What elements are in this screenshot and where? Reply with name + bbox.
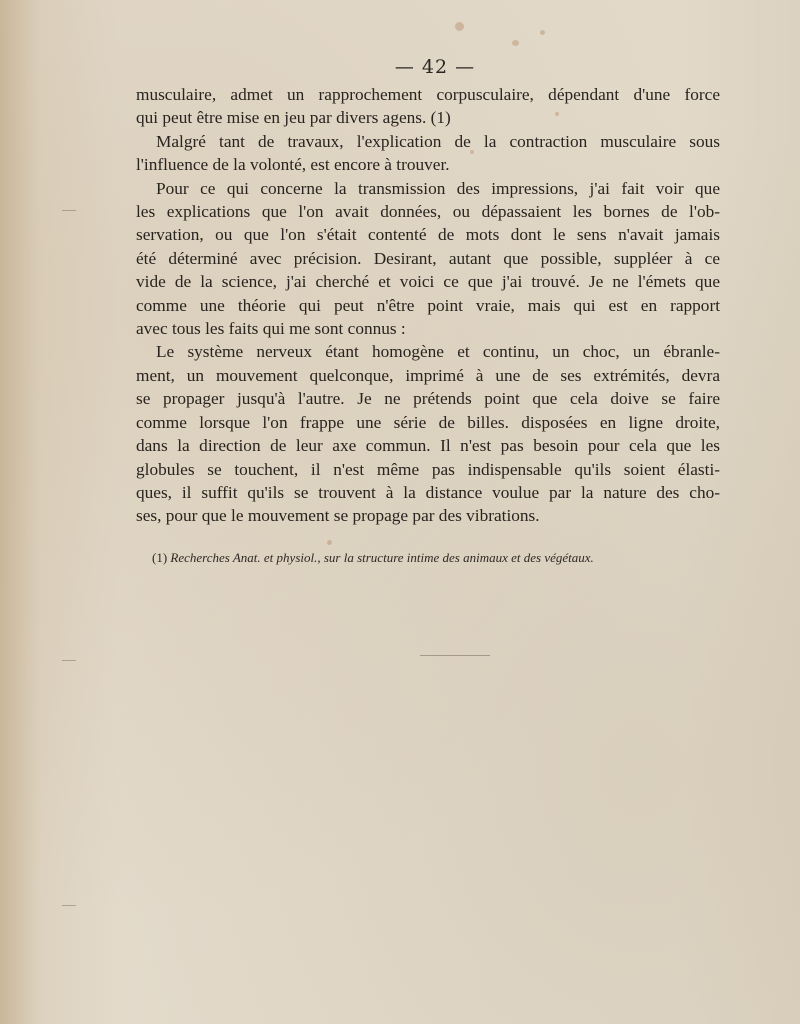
- text-line: avec tous les faits qui me sont connus :: [136, 319, 406, 339]
- foxing-spot: [327, 540, 332, 545]
- text-line: été déterminé avec précision. Desirant, autant que possible, suppléer à ce: [136, 248, 720, 268]
- footnote-marker: (1): [152, 550, 168, 565]
- margin-mark: [62, 660, 76, 661]
- margin-mark: [62, 905, 76, 906]
- body-text: [136, 83, 720, 528]
- text-line: se propager jusqu'à l'autre. Je ne prétends point que cela doive se faire: [136, 389, 720, 409]
- text-line: qui peut être mise en jeu par divers agens. (1): [136, 108, 451, 128]
- page-number: — 42 —: [394, 56, 476, 78]
- text-line: comme une théorie qui peut n'être point vraie, mais qui est en rapport: [136, 295, 720, 315]
- footnote: [152, 550, 712, 566]
- text-line: Le système nerveux étant homogène et continu, un choc, un ébranle-: [156, 342, 720, 362]
- foxing-spot: [455, 22, 464, 31]
- text-line: ses, pour que le mouvement se propage par des vibrations.: [136, 506, 540, 526]
- text-line: Pour ce qui concerne la transmission des impressions, j'ai fait voir que: [156, 178, 720, 198]
- text-line: ques, il suffit qu'ils se trouvent à la distance voulue par la nature des cho-: [136, 482, 720, 502]
- footnote-text: Recherches Anat. et physiol., sur la structure intime des animaux et des végétaux.: [170, 550, 594, 565]
- foxing-spot: [512, 40, 519, 46]
- text-line: Malgré tant de travaux, l'explication de la contraction musculaire sous: [156, 131, 720, 151]
- foxing-spot: [540, 30, 545, 35]
- margin-mark: [62, 210, 76, 211]
- text-line: dans la direction de leur axe commun. Il n'est pas besoin pour cela que les: [136, 436, 720, 456]
- text-line: comme lorsque l'on frappe une série de billes. disposées en ligne droite,: [136, 412, 720, 432]
- text-line: vide de la science, j'ai cherché et voici ce que j'ai trouvé. Je ne l'émets que: [136, 272, 720, 292]
- text-line: servation, ou que l'on s'était contenté de mots dont le sens n'avait jamais: [136, 225, 720, 245]
- text-line: musculaire, admet un rapprochement corpusculaire, dépendant d'une force: [136, 85, 720, 104]
- text-line: les explications que l'on avait données, ou dépassaient les bornes de l'ob-: [136, 202, 720, 222]
- text-line: ment, un mouvement quelconque, imprimé à une de ses extrémités, devra: [136, 365, 720, 385]
- show-through-rule: [420, 655, 490, 656]
- text-line: globules se touchent, il n'est même pas indispensable qu'ils soient élasti-: [136, 459, 720, 479]
- text-line: l'influence de la volonté, est encore à trouver.: [136, 155, 450, 175]
